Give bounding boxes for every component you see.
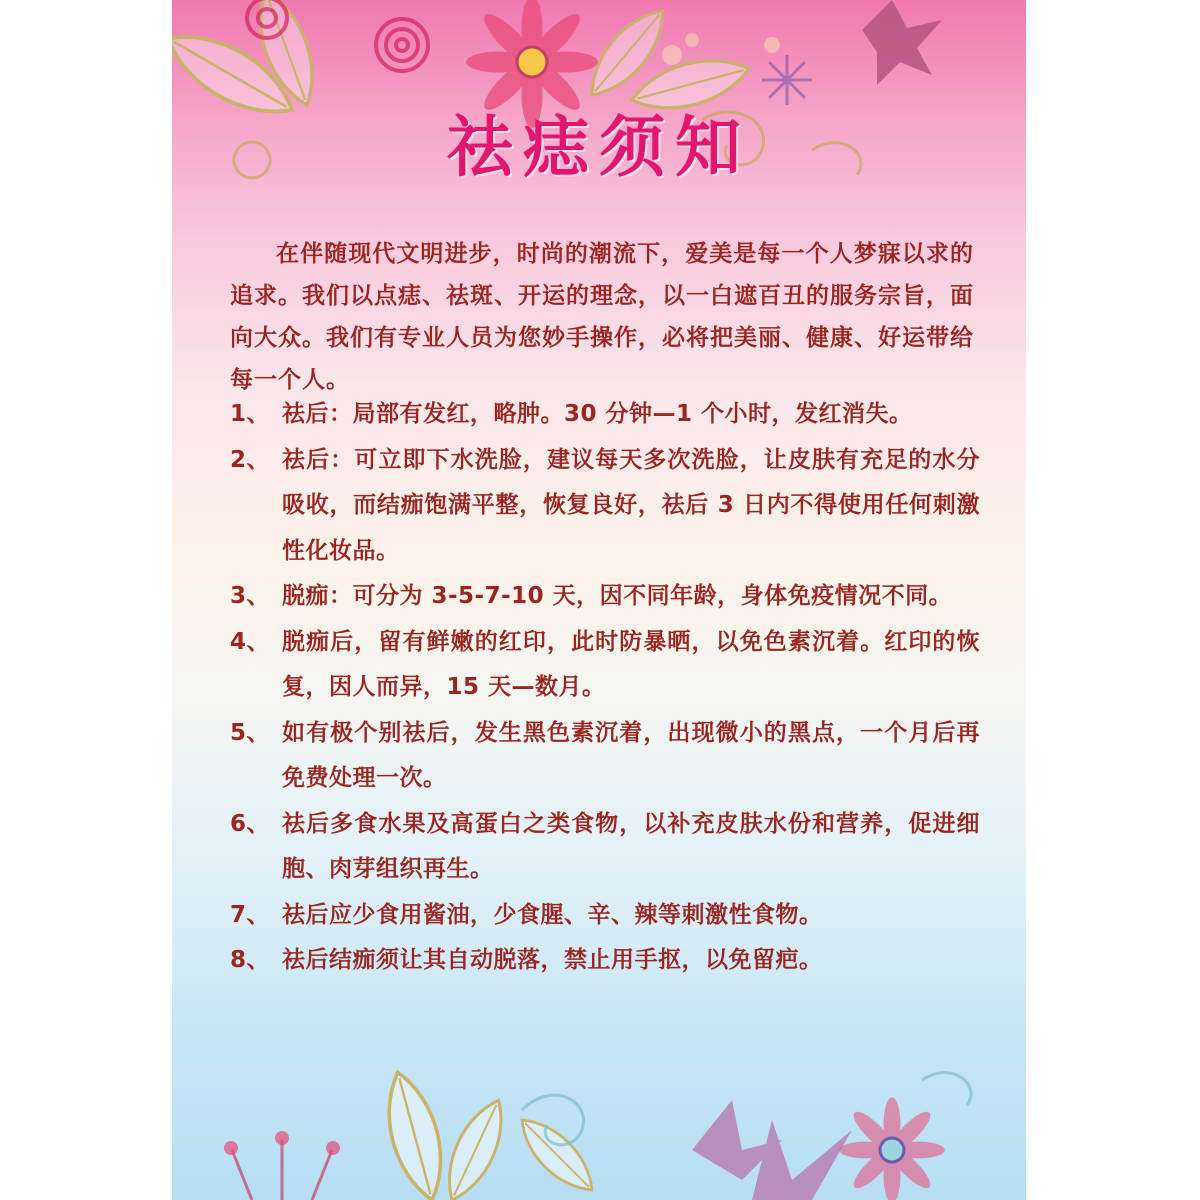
poster xyxy=(172,0,1026,1200)
item-text: 祛后结痂须让其自动脱落，禁止用手抠，以免留疤。 xyxy=(282,947,823,973)
list-item xyxy=(230,620,980,711)
item-text: 祛后：可立即下水洗脸，建议每天多次洗脸，让皮肤有充足的水分吸收，而结痂饱满平整，恢复良好，祛后 3 日内不得使用任何刺激性化妆品。 xyxy=(282,446,980,564)
list-item xyxy=(230,438,980,575)
item-number: 6、 xyxy=(230,810,271,837)
item-number: 3、 xyxy=(230,583,271,609)
list-item xyxy=(230,711,980,802)
intro-paragraph: 在伴随现代文明进步，时尚的潮流下，爱美是每一个人梦寐以求的追求。我们以点痣、祛斑、开运的理念，以一白遮百丑的服务宗旨，面向大众。我们有专业人员为您妙手操作，必将把美丽、健康、好运带给每一个人。 xyxy=(230,241,974,393)
item-text: 脱痂：可分为 3-5-7-10 天，因不同年龄，身体免疫情况不同。 xyxy=(282,583,953,609)
item-text: 祛后多食水果及高蛋白之类食物，以补充皮肤水份和营养，促进细胞、肉芽组织再生。 xyxy=(282,810,980,882)
list-item xyxy=(230,893,980,939)
item-text: 祛后应少食用酱油，少食腥、辛、辣等刺激性食物。 xyxy=(282,901,823,928)
list-item xyxy=(230,574,980,620)
page-title: 祛痣须知 xyxy=(447,109,751,186)
item-number: 2、 xyxy=(230,446,271,473)
item-number: 4、 xyxy=(230,628,271,655)
instructions-list xyxy=(230,392,980,984)
item-text: 如有极个别祛后，发生黑色素沉着，出现微小的黑点，一个月后再免费处理一次。 xyxy=(282,719,980,791)
list-item xyxy=(230,392,980,438)
item-text: 祛后：局部有发红，略肿。30 分钟—1 个小时，发红消失。 xyxy=(282,401,913,427)
item-number: 7、 xyxy=(230,901,271,928)
list-item xyxy=(230,802,980,893)
item-number: 5、 xyxy=(230,719,271,746)
item-number: 8、 xyxy=(230,947,271,973)
list-item xyxy=(230,938,980,984)
item-number: 1、 xyxy=(230,401,271,427)
item-text: 脱痂后，留有鲜嫩的红印，此时防暴晒，以免色素沉着。红印的恢复，因人而异，15 天—数月。 xyxy=(282,628,980,700)
